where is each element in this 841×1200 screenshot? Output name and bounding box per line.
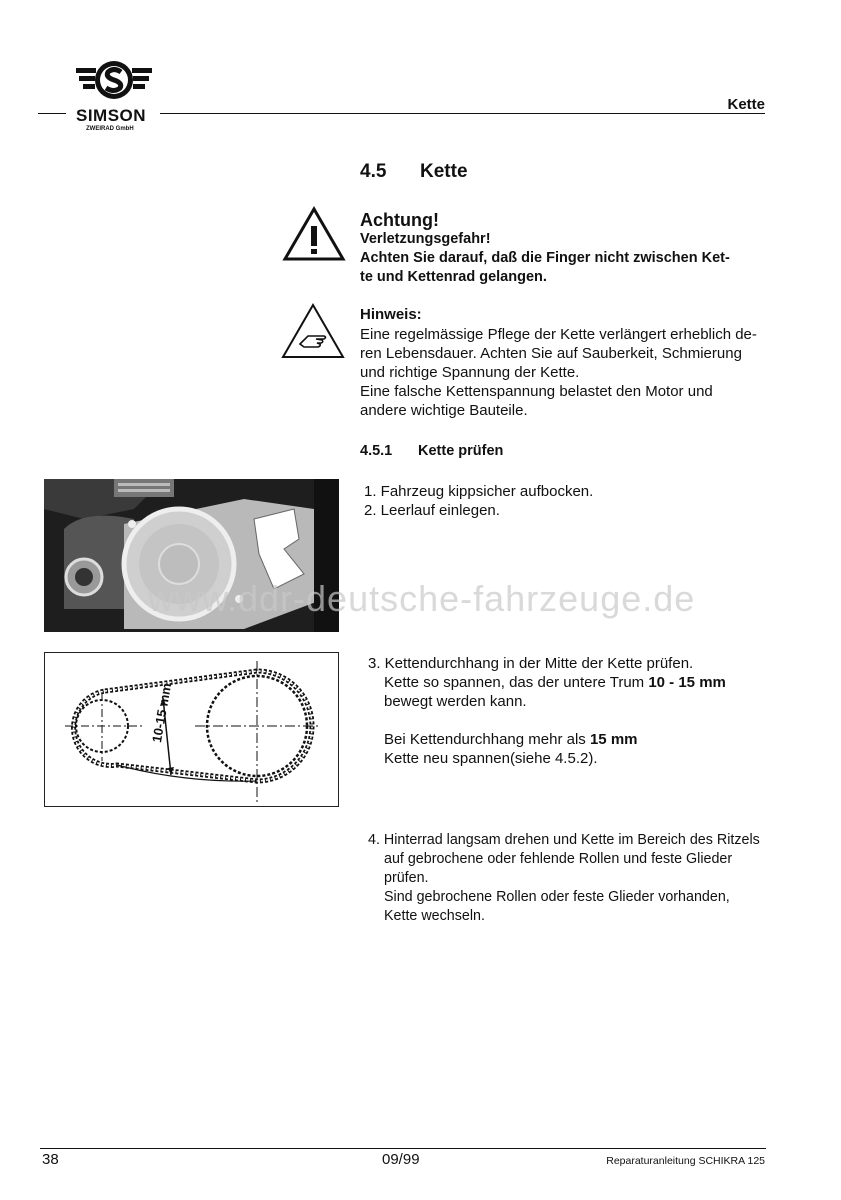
step-4-line: Kette wechseln.: [384, 908, 485, 924]
step-1: 1. Fahrzeug kippsicher aufbocken.: [364, 483, 594, 500]
sag-dimension-label: 10-15 mm: [149, 681, 175, 744]
step-3-text: Kette so spannen, das der untere Trum: [384, 674, 649, 691]
step-3-value: 10 - 15 mm: [648, 674, 726, 691]
step-4-line: prüfen.: [384, 870, 429, 886]
footer-rule: [40, 1148, 766, 1149]
note-line: andere wichtige Bauteile.: [360, 402, 528, 419]
brand-name: SIMSON: [76, 106, 147, 125]
step-3-value: 15 mm: [589, 731, 638, 748]
date: 09/99: [382, 1151, 420, 1168]
note-title: Hinweis:: [360, 306, 422, 323]
page-title-number: 4.5: [360, 161, 387, 182]
step-2: 2. Leerlauf einlegen.: [364, 502, 500, 519]
step-3-line: 3. Kettendurchhang in der Mitte der Kette prüfen.: [368, 655, 694, 672]
page-title-text: Kette: [420, 161, 468, 182]
brand-subtitle: ZWEIRAD GmbH: [86, 126, 134, 132]
steps-1-2: [364, 482, 593, 520]
step-3-line: [368, 730, 758, 749]
section-title: Kette: [727, 96, 765, 113]
watermark: www.ddr-deutsche-fahrzeuge.de: [148, 578, 696, 619]
note-line: Eine falsche Kettenspannung belastet den Motor und: [360, 383, 713, 400]
note-line: Eine regelmässige Pflege der Kette verlängert erheblich de-: [360, 326, 757, 343]
step-3-line: Kette neu spannen(siehe 4.5.2).: [384, 750, 598, 767]
header-rule: [160, 113, 765, 114]
subsection-number: 4.5.1: [360, 443, 393, 459]
note-line: und richtige Spannung der Kette.: [360, 364, 580, 381]
warning-line: Achten Sie darauf, daß die Finger nicht zwischen Ket-: [360, 250, 730, 266]
warning-triangle-icon: [282, 206, 346, 267]
chain-diagram: [44, 652, 339, 807]
step-4-line: Sind gebrochene Rollen oder feste Glieder vorhanden,: [384, 889, 730, 905]
note-text: [360, 325, 760, 420]
step-3-line: [368, 673, 758, 692]
step-3-text: Bei Kettendurchhang mehr als: [384, 731, 590, 748]
subsection-text: Kette prüfen: [418, 443, 504, 459]
step-4-line: auf gebrochene oder fehlende Rollen und feste Glieder: [384, 851, 733, 867]
warning-line: te und Kettenrad gelangen.: [360, 269, 547, 285]
step-3: [368, 654, 758, 768]
step-3-line: bewegt werden kann.: [384, 693, 527, 710]
page-title: [360, 161, 468, 183]
header-rule-left: [38, 113, 66, 114]
warning-text: [360, 230, 760, 287]
page-number: 38: [42, 1151, 59, 1168]
step-4-line: 4. Hinterrad langsam drehen und Kette im Bereich des Ritzels: [368, 832, 760, 848]
manual-title: Reparaturanleitung SCHIKRA 125: [606, 1155, 765, 1167]
step-4: [368, 831, 768, 926]
simson-logo-emblem-icon: [74, 60, 154, 106]
hand-pointing-triangle-icon: [280, 302, 346, 365]
simson-logo: [74, 60, 154, 111]
warning-title: Achtung!: [360, 210, 439, 230]
note-line: ren Lebensdauer. Achten Sie auf Sauberkeit, Schmierung: [360, 345, 742, 362]
subsection-title: [360, 443, 503, 459]
warning-line: Verletzungsgefahr!: [360, 231, 491, 247]
